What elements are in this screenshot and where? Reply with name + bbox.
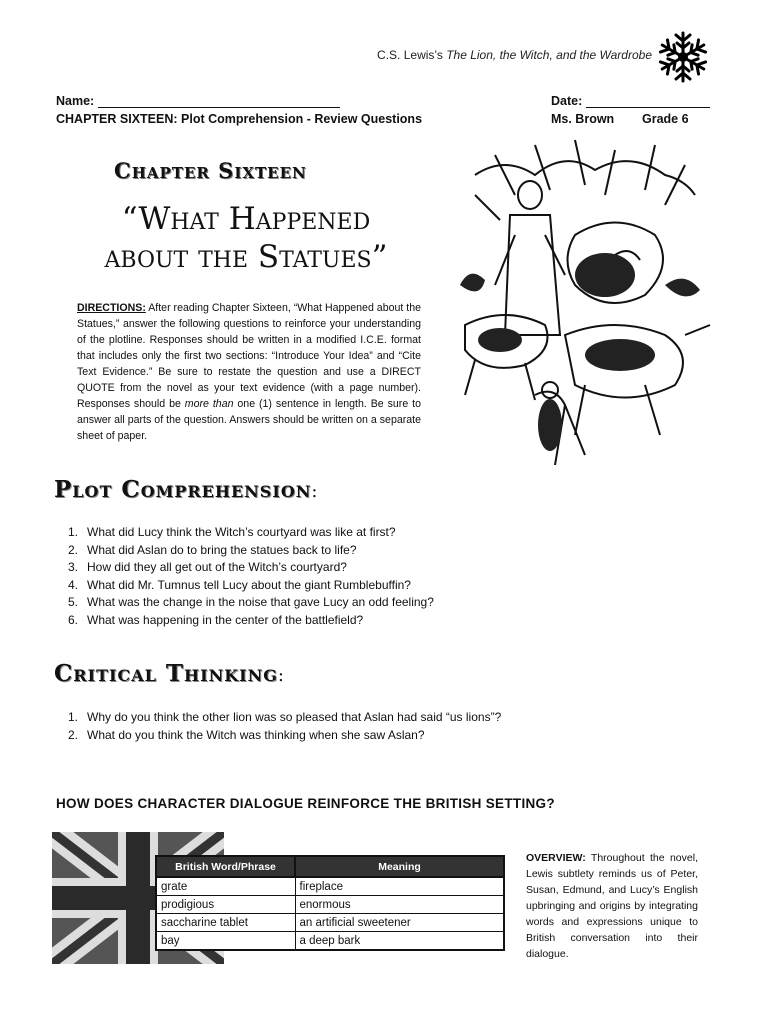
word-cell: grate [156, 877, 295, 896]
question-number: 1. [67, 525, 78, 539]
name-field[interactable] [56, 94, 340, 108]
question-number: 6. [67, 612, 78, 627]
word-cell: saccharine tablet [156, 914, 295, 932]
list-item [56, 559, 434, 577]
plot-heading-text: Plot Comprehension [54, 476, 312, 503]
list-item [56, 594, 434, 612]
meaning-cell: fireplace [295, 877, 504, 896]
chapter-label: Chapter Sixteen [114, 158, 307, 183]
teacher-name: Ms. Brown [551, 112, 615, 126]
column-header-meaning: Meaning [295, 856, 504, 877]
question-text: What did Mr. Tumnus tell Lucy about the giant Rumblebuffin? [87, 577, 411, 592]
grade-level: Grade 6 [642, 112, 689, 126]
question-text: Why do you think the other lion was so pleased that Aslan had said “us lions”? [87, 710, 502, 724]
list-item [56, 524, 434, 542]
question-text: What was the change in the noise that gave Lucy an odd feeling? [87, 595, 434, 610]
directions-text-1: After reading Chapter Sixteen, “What Happened about the Statues,” answer the following questions to reinforce your understanding of the plotline. Responses should be written in a modified I.C.E. format that includes only the first two sections: “Introduce Your Idea” and “Cite Text Evidence.” Be sure to restate the question and use a DIRECT QUOTE from the novel as your text evidence (with a page number). Responses should be [77, 302, 421, 410]
question-text: How did they all get out of the Witch’s courtyard? [87, 560, 347, 575]
list-item [56, 727, 501, 745]
name-blank[interactable] [98, 107, 340, 108]
directions-paragraph [77, 300, 421, 444]
british-words-table [155, 855, 505, 951]
date-blank[interactable] [586, 107, 710, 108]
title-open-quote: “ [121, 201, 139, 237]
question-number: 1. [67, 710, 78, 724]
plot-questions-list [56, 524, 434, 630]
snowflake-icon [656, 30, 710, 84]
column-header-word: British Word/Phrase [156, 856, 295, 877]
question-number: 4. [67, 577, 78, 592]
word-cell: prodigious [156, 896, 295, 914]
title-line-1: What Happened [138, 201, 371, 237]
title-line-2: about the Statues [104, 239, 372, 275]
meaning-cell: a deep bark [295, 932, 504, 951]
critical-questions-list [56, 709, 501, 744]
word-cell: bay [156, 932, 295, 951]
meaning-cell: enormous [295, 896, 504, 914]
list-item [56, 542, 434, 560]
critical-heading-colon: : [277, 665, 285, 686]
plot-comprehension-heading [54, 476, 319, 503]
table-row [156, 932, 504, 951]
overview-text: Throughout the novel, Lewis subtlety reminds us of Peter, Susan, Edmund, and Lucy’s English upbringing and origins by integrating words and expressions unique to British conversation into their dialogue. [526, 852, 698, 960]
book-title-line [377, 48, 652, 62]
table-row [156, 914, 504, 932]
question-number: 2. [67, 542, 78, 557]
directions-text-2: one (1) sentence in length. Be sure to answer all parts of the question. Answers should be written on a separate sheet of paper. [77, 398, 421, 442]
question-number: 5. [67, 595, 78, 610]
table-row [156, 877, 504, 896]
overview-paragraph [526, 850, 698, 962]
meaning-cell: an artificial sweetener [295, 914, 504, 932]
question-text: What do you think the Witch was thinking when she saw Aslan? [87, 727, 425, 742]
book-title: The Lion, the Witch, and the Wardrobe [446, 48, 652, 62]
statues-illustration [455, 135, 713, 470]
worksheet-subtitle: CHAPTER SIXTEEN: Plot Comprehension - Review Questions [56, 112, 423, 126]
question-number: 3. [67, 560, 78, 575]
critical-heading-text: Critical Thinking [54, 660, 278, 687]
question-number: 2. [67, 727, 78, 742]
table-row [156, 896, 504, 914]
plot-heading-colon: : [311, 481, 319, 502]
list-item [56, 577, 434, 595]
question-text: What did Aslan do to bring the statues back to life? [87, 542, 357, 557]
dialogue-heading: HOW DOES CHARACTER DIALOGUE REINFORCE THE BRITISH SETTING? [56, 796, 555, 811]
directions-label: DIRECTIONS: [77, 302, 146, 314]
name-label: Name: [56, 94, 95, 108]
title-close-quote: ” [371, 239, 388, 275]
question-text: What did Lucy think the Witch’s courtyard was like at first? [87, 525, 396, 539]
overview-label: OVERVIEW: [526, 852, 586, 864]
book-author: C.S. Lewis’s [377, 48, 443, 62]
question-text: What was happening in the center of the battlefield? [87, 612, 364, 627]
date-field[interactable] [551, 94, 710, 108]
table-header-row [156, 856, 504, 877]
date-label: Date: [551, 94, 583, 108]
list-item [56, 612, 434, 630]
directions-emphasis: more than [184, 398, 234, 410]
list-item [56, 709, 501, 727]
chapter-title [56, 200, 436, 276]
critical-thinking-heading [54, 660, 285, 687]
